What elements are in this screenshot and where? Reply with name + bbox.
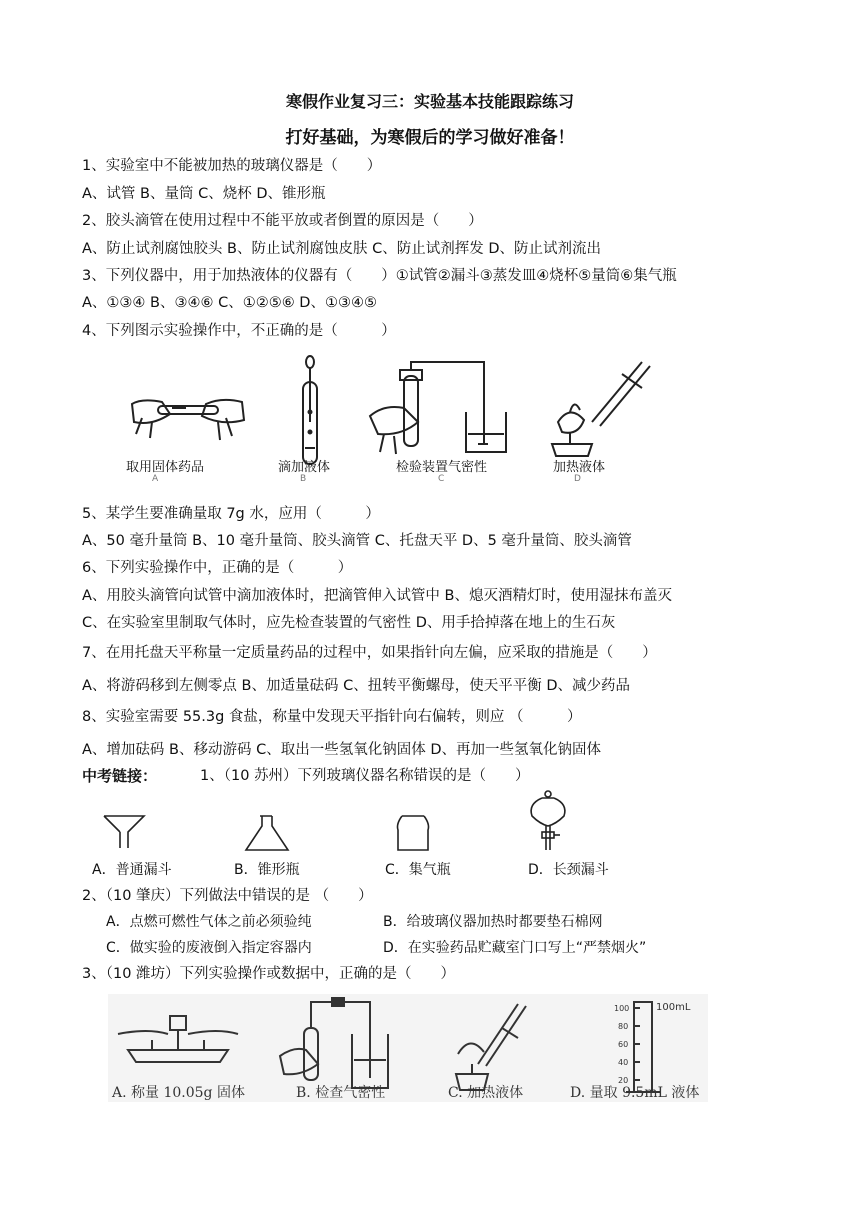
cylinder-tick-80: 80: [618, 1022, 629, 1031]
question-8-options: A、增加砝码 B、移动游码 C、取出一些氢氧化钠固体 D、再加一些氢氧化钠固体: [82, 742, 601, 758]
zhongkao-label: 中考链接：: [82, 767, 158, 785]
zhongkao-1-option-d: D．长颈漏斗: [528, 862, 609, 878]
question-7: 7、在用托盘天平称量一定质量药品的过程中，如果指针向左偏，应采取的措施是（ ）: [82, 645, 657, 661]
figure-caption-c: 检验装置气密性: [396, 460, 488, 475]
zhongkao-3-caption-d: D. 量取 9.5mL 液体: [570, 1085, 700, 1101]
separatory-funnel-illustration: [531, 791, 565, 850]
gas-bottle-illustration: [398, 816, 429, 850]
zhongkao-question-2: 2、（10 肇庆）下列做法中错误的是 （ ）: [82, 888, 373, 904]
heating-liquid-illustration: [456, 1004, 526, 1090]
question-1: 1、实验室中不能被加热的玻璃仪器是（ ）: [82, 158, 382, 174]
question-5-options: A、50 毫升量筒 B、10 毫升量筒、胶头滴管 C、托盘天平 D、5 毫升量筒、胶头滴管: [82, 533, 632, 549]
graduated-cylinder-illustration: [626, 1002, 660, 1092]
zhongkao-1-option-c: C．集气瓶: [385, 862, 451, 878]
zhongkao-1-option-b: B．锥形瓶: [234, 862, 300, 878]
figure-letter-d: D: [574, 474, 581, 484]
figure-caption-b: 滴加液体: [278, 460, 331, 475]
figure-caption-a: 取用固体药品: [126, 460, 205, 475]
question-5: 5、某学生要准确量取 7g 水，应用（ ）: [82, 506, 380, 522]
question-3: 3、下列仪器中，用于加热液体的仪器有（ ）①试管②漏斗③蒸发皿④烧杯⑤量筒⑥集气瓶: [82, 268, 677, 284]
page-title: 寒假作业复习三：实验基本技能跟踪练习: [285, 92, 574, 111]
page-subtitle: 打好基础，为寒假后的学习做好准备！: [285, 128, 575, 148]
question-4: 4、下列图示实验操作中，不正确的是（ ）: [82, 323, 396, 339]
heating-tube-illustration: [552, 362, 650, 456]
glassware-figure: [90, 790, 610, 854]
question-6-options-1: A、用胶头滴管向试管中滴加液体时，把滴管伸入试管中 B、熄灭酒精灯时，使用湿抹布盖灭: [82, 588, 672, 604]
dropper-test-tube-illustration: [303, 356, 317, 464]
cylinder-tick-40: 40: [618, 1058, 629, 1067]
cylinder-top-label: 100mL: [656, 1002, 691, 1013]
figure-caption-d: 加热液体: [553, 460, 606, 475]
hands-test-tube-illustration: [132, 400, 244, 440]
zhongkao-2-option-d: D．在实验药品贮藏室门口写上“严禁烟火”: [383, 940, 647, 956]
cylinder-tick-100: 100: [614, 1004, 630, 1013]
zhongkao-question-1: 1、（10 苏州）下列玻璃仪器名称错误的是（ ）: [200, 768, 530, 784]
zhongkao-2-option-a: A．点燃可燃性气体之前必须验纯: [106, 914, 312, 930]
zhongkao-3-caption-b: B. 检查气密性: [296, 1085, 386, 1101]
conical-flask-illustration: [246, 816, 288, 850]
zhongkao-1-option-a: A．普通漏斗: [92, 862, 172, 878]
cylinder-tick-20: 20: [618, 1076, 629, 1085]
zhongkao-3-caption-c: C. 加热液体: [448, 1085, 524, 1101]
question-6-options-2: C、在实验室里制取气体时，应先检查装置的气密性 D、用手拾掉落在地上的生石灰: [82, 615, 616, 631]
zhongkao-question-3: 3、（10 潍坊）下列实验操作或数据中，正确的是（ ）: [82, 966, 456, 982]
question-6: 6、下列实验操作中，正确的是（ ）: [82, 560, 353, 576]
airtightness-illustration: [370, 362, 506, 454]
figure-letter-b: B: [300, 474, 307, 484]
question-8: 8、实验室需要 55.3g 食盐，称量中发现天平指针向右偏转，则应 （ ）: [82, 709, 582, 725]
airtightness-check-illustration: [280, 998, 388, 1088]
question-1-options: A、试管 B、量筒 C、烧杯 D、锥形瓶: [82, 186, 326, 202]
question-3-options: A、①③④ B、③④⑥ C、①②⑤⑥ D、①③④⑤: [82, 295, 377, 311]
zhongkao-2-option-c: C．做实验的废液倒入指定容器内: [106, 940, 312, 956]
figure-letter-a: A: [152, 474, 159, 484]
zhongkao-2-option-b: B．给玻璃仪器加热时都要垫石棉网: [383, 914, 603, 930]
question-2-options: A、防止试剂腐蚀胶头 B、防止试剂腐蚀皮肤 C、防止试剂挥发 D、防止试剂流出: [82, 241, 601, 257]
zhongkao-3-caption-a: A. 称量 10.05g 固体: [112, 1085, 245, 1101]
figure-letter-c: C: [438, 474, 445, 484]
balance-illustration: [118, 1016, 238, 1062]
question-2: 2、胶头滴管在使用过程中不能平放或者倒置的原因是（ ）: [82, 213, 483, 229]
funnel-illustration: [104, 816, 144, 848]
cylinder-tick-60: 60: [618, 1040, 629, 1049]
question-7-options: A、将游码移到左侧零点 B、加适量砝码 C、扭转平衡螺母，使天平平衡 D、减少药品: [82, 678, 630, 694]
